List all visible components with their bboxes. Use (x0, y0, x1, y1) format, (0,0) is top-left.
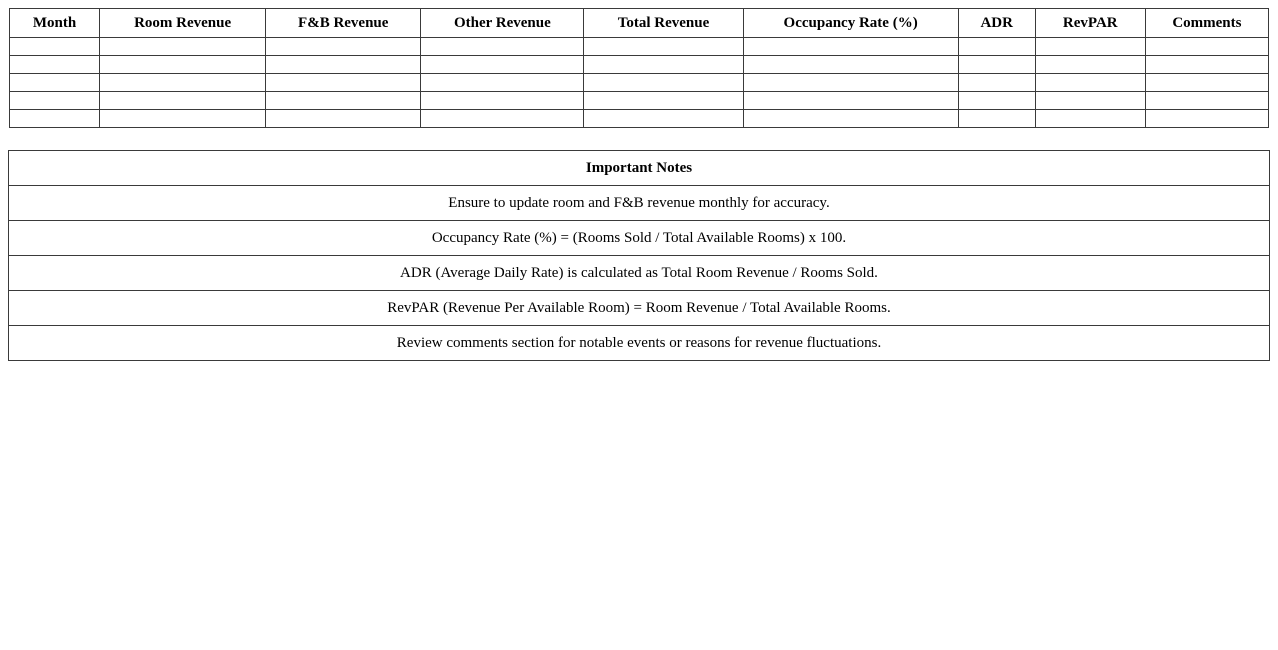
column-header-comments: Comments (1145, 9, 1268, 38)
table-row (9, 256, 1270, 291)
column-header-total-revenue: Total Revenue (584, 9, 743, 38)
cell-occupancy-rate[interactable] (743, 74, 958, 92)
cell-room-revenue[interactable] (100, 38, 266, 56)
cell-fb-revenue[interactable] (266, 74, 421, 92)
cell-occupancy-rate[interactable] (743, 92, 958, 110)
cell-month[interactable] (10, 38, 100, 56)
column-header-other-revenue: Other Revenue (421, 9, 584, 38)
revenue-table-head (10, 9, 1269, 38)
cell-room-revenue[interactable] (100, 74, 266, 92)
table-row (10, 110, 1269, 128)
cell-room-revenue[interactable] (100, 110, 266, 128)
cell-month[interactable] (10, 74, 100, 92)
table-row (10, 92, 1269, 110)
cell-revpar[interactable] (1035, 110, 1145, 128)
cell-total-revenue[interactable] (584, 38, 743, 56)
note-item-adr-formula: ADR (Average Daily Rate) is calculated as Total Room Revenue / Rooms Sold. (9, 256, 1270, 291)
important-notes-table (8, 150, 1270, 361)
column-header-adr: ADR (958, 9, 1035, 38)
table-row (9, 186, 1270, 221)
cell-revpar[interactable] (1035, 38, 1145, 56)
cell-occupancy-rate[interactable] (743, 38, 958, 56)
note-item-occupancy-formula: Occupancy Rate (%) = (Rooms Sold / Total Available Rooms) x 100. (9, 221, 1270, 256)
cell-total-revenue[interactable] (584, 110, 743, 128)
cell-comments[interactable] (1145, 110, 1268, 128)
cell-other-revenue[interactable] (421, 92, 584, 110)
cell-total-revenue[interactable] (584, 56, 743, 74)
table-row (9, 291, 1270, 326)
table-header-row (10, 9, 1269, 38)
cell-comments[interactable] (1145, 38, 1268, 56)
cell-other-revenue[interactable] (421, 56, 584, 74)
revenue-table-body (10, 38, 1269, 128)
note-item-update-revenue: Ensure to update room and F&B revenue monthly for accuracy. (9, 186, 1270, 221)
cell-fb-revenue[interactable] (266, 92, 421, 110)
cell-fb-revenue[interactable] (266, 110, 421, 128)
cell-revpar[interactable] (1035, 74, 1145, 92)
cell-adr[interactable] (958, 110, 1035, 128)
revenue-table (9, 8, 1269, 128)
notes-table-body (9, 186, 1270, 361)
cell-adr[interactable] (958, 74, 1035, 92)
cell-adr[interactable] (958, 92, 1035, 110)
cell-month[interactable] (10, 56, 100, 74)
cell-comments[interactable] (1145, 92, 1268, 110)
column-header-room-revenue: Room Revenue (100, 9, 266, 38)
notes-table-container (8, 150, 1270, 361)
cell-revpar[interactable] (1035, 92, 1145, 110)
cell-other-revenue[interactable] (421, 110, 584, 128)
cell-total-revenue[interactable] (584, 92, 743, 110)
table-row (10, 38, 1269, 56)
column-header-revpar: RevPAR (1035, 9, 1145, 38)
cell-month[interactable] (10, 110, 100, 128)
cell-occupancy-rate[interactable] (743, 56, 958, 74)
cell-other-revenue[interactable] (421, 38, 584, 56)
notes-header-row (9, 151, 1270, 186)
note-item-review-comments: Review comments section for notable events or reasons for revenue fluctuations. (9, 326, 1270, 361)
cell-comments[interactable] (1145, 56, 1268, 74)
cell-fb-revenue[interactable] (266, 56, 421, 74)
cell-month[interactable] (10, 92, 100, 110)
cell-occupancy-rate[interactable] (743, 110, 958, 128)
column-header-fb-revenue: F&B Revenue (266, 9, 421, 38)
table-row (9, 326, 1270, 361)
cell-revpar[interactable] (1035, 56, 1145, 74)
notes-title: Important Notes (9, 151, 1270, 186)
column-header-occupancy-rate: Occupancy Rate (%) (743, 9, 958, 38)
notes-table-head (9, 151, 1270, 186)
cell-room-revenue[interactable] (100, 92, 266, 110)
table-row (10, 74, 1269, 92)
cell-comments[interactable] (1145, 74, 1268, 92)
cell-adr[interactable] (958, 38, 1035, 56)
cell-fb-revenue[interactable] (266, 38, 421, 56)
table-row (9, 221, 1270, 256)
cell-adr[interactable] (958, 56, 1035, 74)
note-item-revpar-formula: RevPAR (Revenue Per Available Room) = Room Revenue / Total Available Rooms. (9, 291, 1270, 326)
revenue-table-container (9, 8, 1269, 128)
column-header-month: Month (10, 9, 100, 38)
cell-total-revenue[interactable] (584, 74, 743, 92)
cell-other-revenue[interactable] (421, 74, 584, 92)
cell-room-revenue[interactable] (100, 56, 266, 74)
table-row (10, 56, 1269, 74)
